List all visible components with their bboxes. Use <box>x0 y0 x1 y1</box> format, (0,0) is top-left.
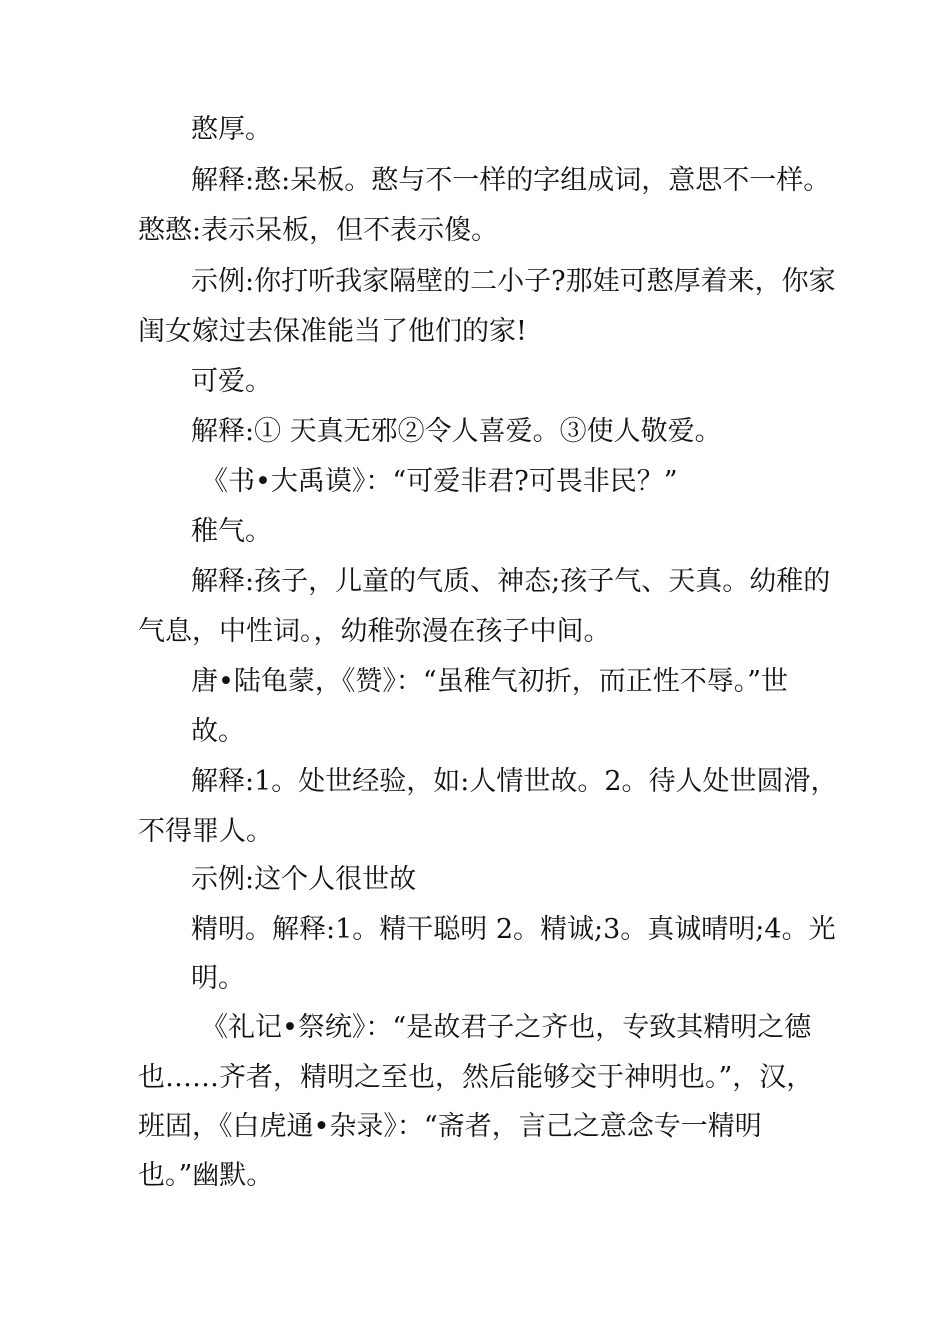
text-line: 示例:这个人很世故 <box>191 864 417 895</box>
text-line: 也。”幽默。 <box>138 1160 274 1191</box>
text-line: 解释:孩子，儿童的气质、神态;孩子气、天真。幼稚的 <box>191 566 831 597</box>
text-line: 《书•大禹谟》：“可爱非君?可畏非民？” <box>201 466 678 497</box>
text-line: 解释:憨:呆板。憨与不一样的字组成词，意思不一样。 <box>191 165 831 196</box>
text-line: 班固，《白虎通•杂录》：“斋者，言己之意念专一精明 <box>138 1111 762 1142</box>
text-line: 唐•陆龟蒙，《赞》：“虽稚气初折，而正性不辱。”世 <box>191 666 789 697</box>
text-line: 憨憨:表示呆板，但不表示傻。 <box>138 215 499 246</box>
text-line: 解释:① 天真无邪②令人喜爱。③使人敬爱。 <box>191 416 722 447</box>
text-line: 也……齐者，精明之至也，然后能够交于神明也。”，汉， <box>138 1062 814 1093</box>
text-line: 明。 <box>191 963 245 994</box>
text-line: 故。 <box>191 716 245 747</box>
text-line: 可爱。 <box>191 366 272 397</box>
text-line: 憨厚。 <box>191 114 272 145</box>
text-line: 不得罪人。 <box>138 816 273 847</box>
text-line: 示例:你打听我家隔壁的二小子?那娃可憨厚着来，你家 <box>191 266 836 297</box>
text-line: 《礼记•祭统》：“是故君子之齐也，专致其精明之德 <box>201 1012 812 1043</box>
text-line: 稚气。 <box>191 516 272 547</box>
text-line: 精明。解释:1。精干聪明 2。精诚;3。真诚晴明;4。光 <box>191 914 836 945</box>
text-line: 闺女嫁过去保准能当了他们的家! <box>138 316 527 347</box>
text-line: 气息，中性词。，幼稚弥漫在孩子中间。 <box>138 616 611 647</box>
text-line: 解释:1。处世经验，如:人情世故。2。待人处世圆滑， <box>191 766 838 797</box>
